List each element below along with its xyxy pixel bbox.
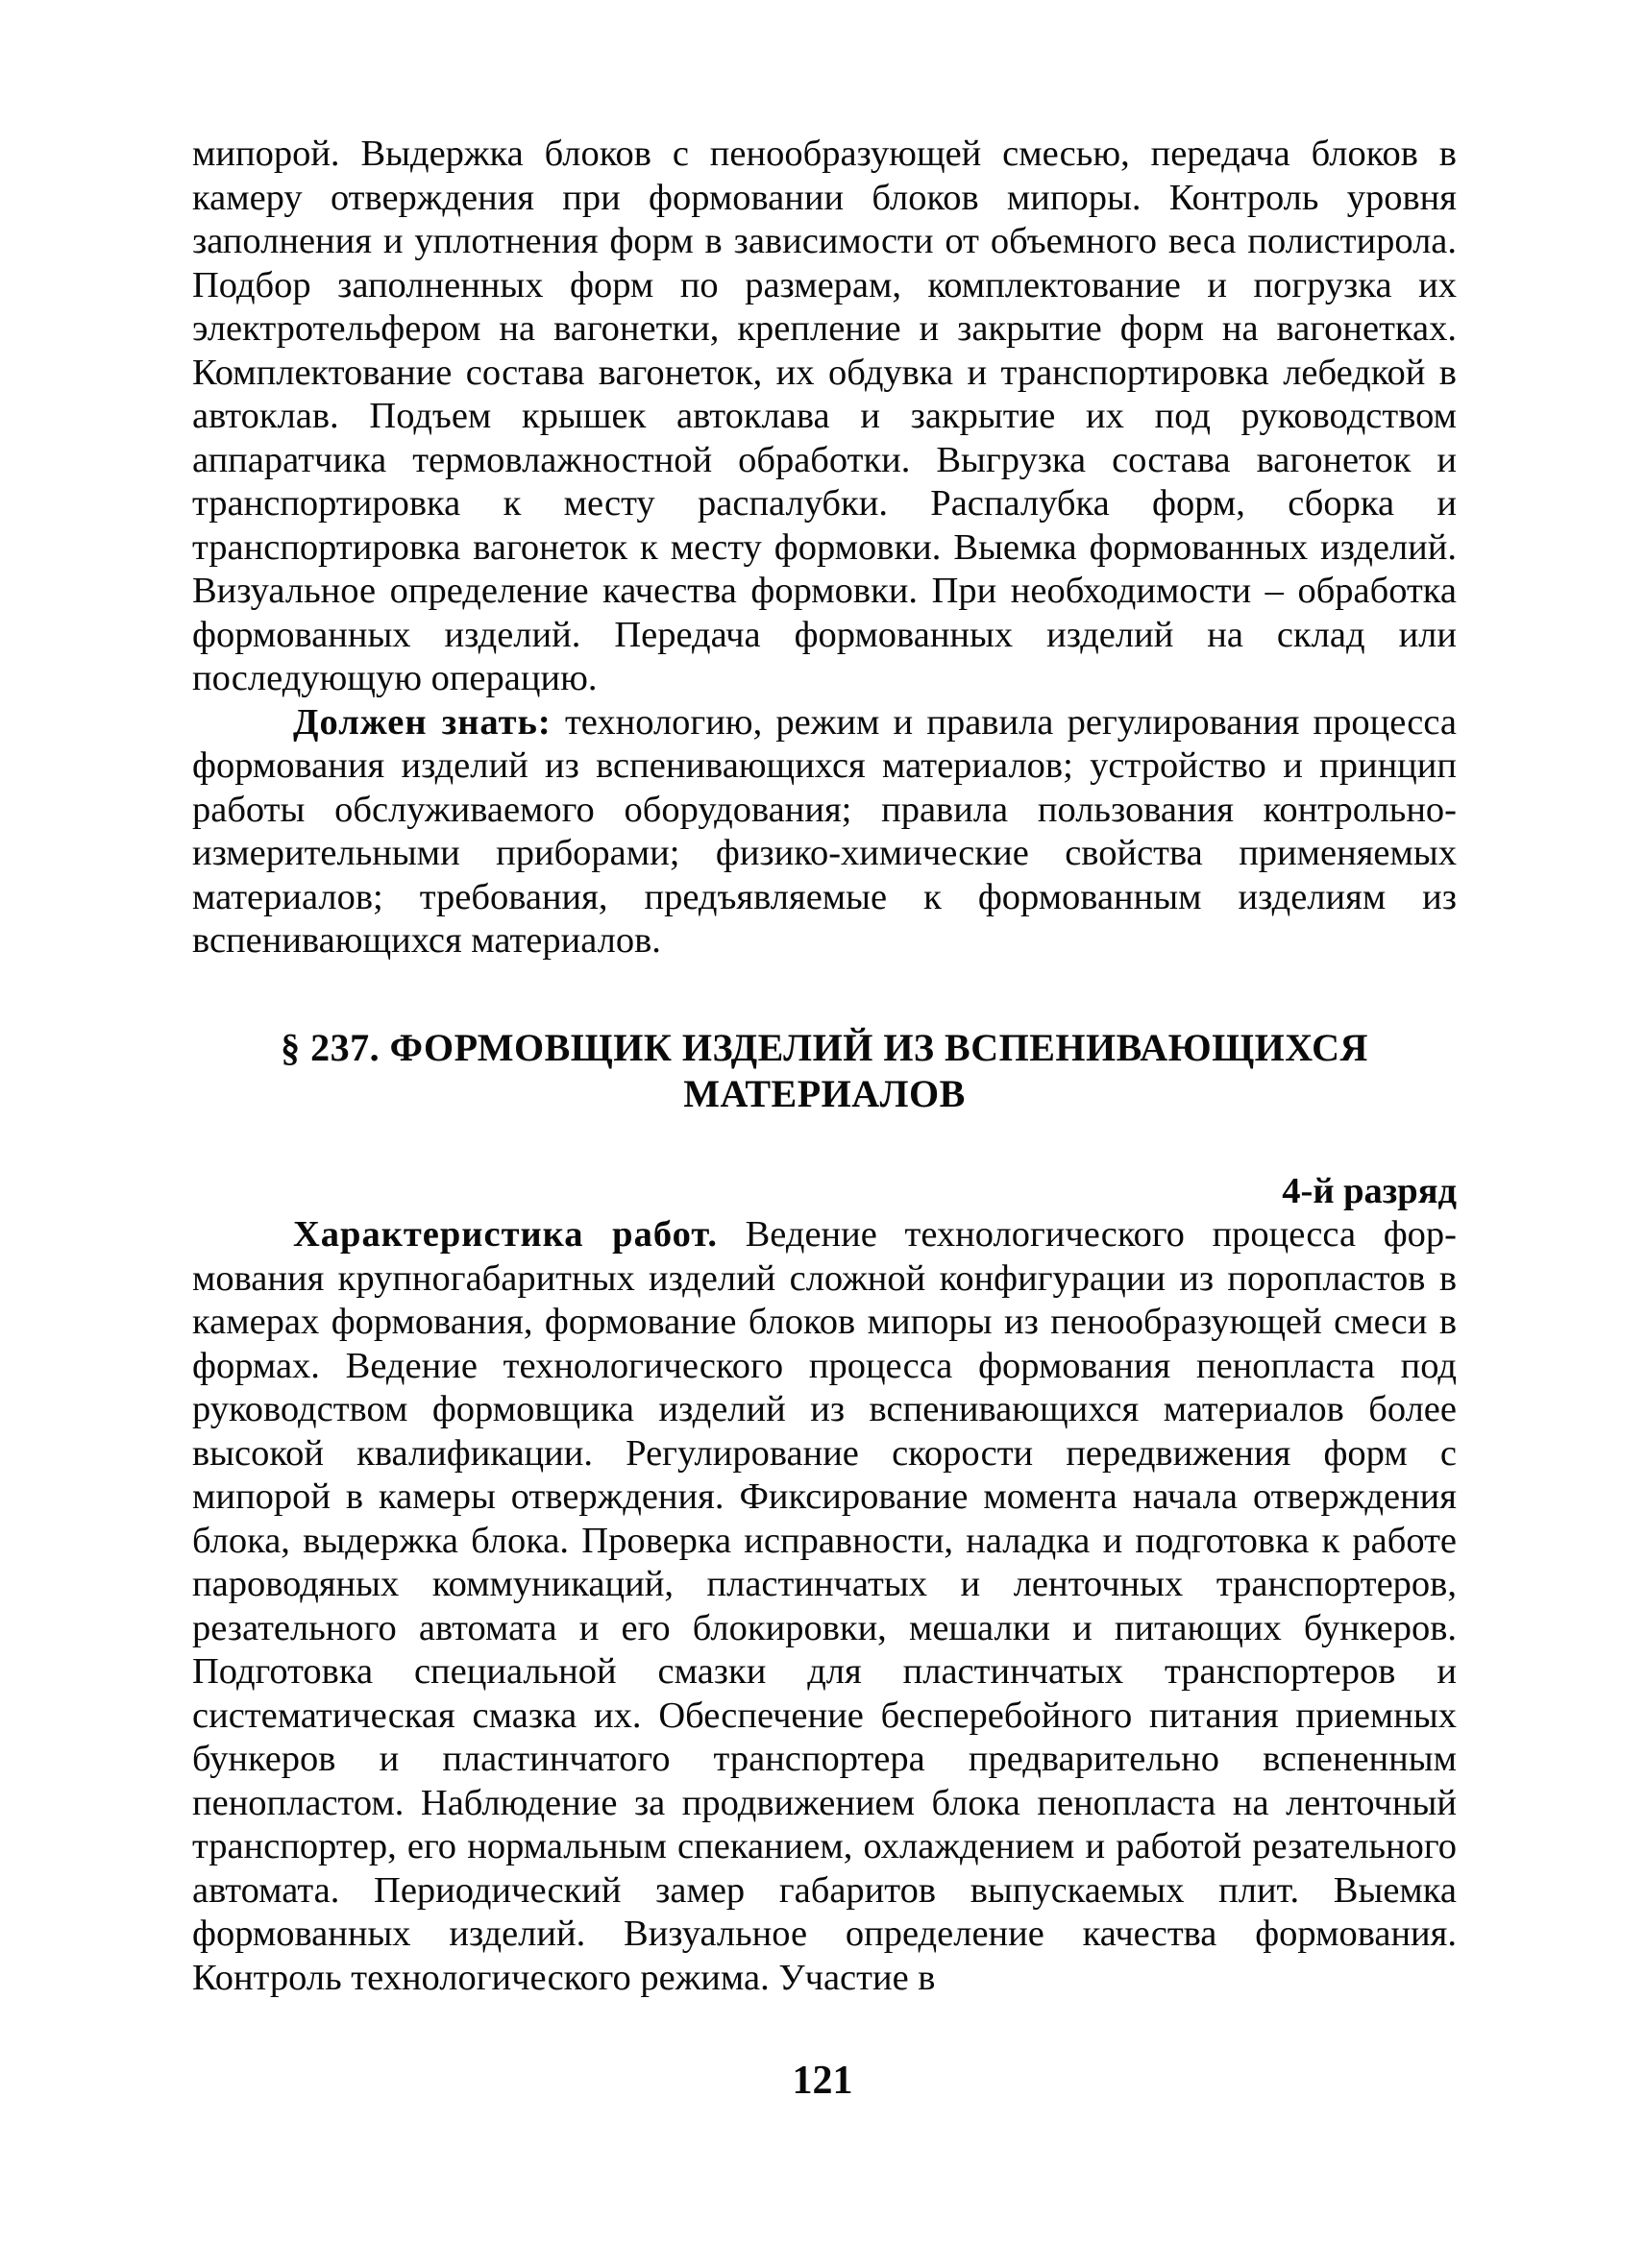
paragraph-continuation: мипорой. Выдержка блоков с пенообразующей смесью, передача блоков в камеру отверждения при формовании блоков мипоры. Контроль уровня заполнения и уплотнения форм в зависимости от объемного веса полистирола. Подбор заполненных форм по размерам, комплектование и погрузка их электротельфером на вагонетки, крепление и закрытие форм на вагонетках. Комплектование состава вагонеток, их обдувка и транспортировка лебедкой в автоклав. Подъем крышек автоклава и закрытие их под руководством аппаратчика термовлажностной обработки. Выгрузка состава вагонеток и транспортировка к месту распалубки. Распалубка форм, сборка и транспортировка вагонеток к месту формовки. Выемка формованных изделий. Визуальное определение качества формовки. При необходимости – обработка формованных изделий. Передача формованных изделий на склад или последующую операцию. xyxy=(192,134,1457,698)
page-number: 121 xyxy=(792,2059,853,2103)
paragraph-must-know xyxy=(192,701,1457,963)
work-characteristics-text: Ведение технологического процесса формования крупногабаритных изделий сложной конфигурации из поропластов в камерах формования, формование блоков мипоры из пенообразующей смеси в формах. Ведение технологического процесса формования пенопласта под руководством формовщика изделий из вспенивающихся материалов более высокой квалификации. Регулирование скорости передвижения форм с мипорой в камеры отверждения. Фиксирование момента начала отверждения блока, выдержка блока. Проверка исправности, наладка и подготовка к работе пароводяных коммуникаций, пластинчатых и ленточных транспортеров, резательного автомата и его блокировки, мешалки и питающих бункеров. Подготовка специальной смазки для пластинчатых транспортеров и систематическая смазка их. Обеспечение бесперебойного питания приемных бункеров и пластинчатого транспортера предварительно вспененным пенопластом. Наблюдение за продвижением блока пенопласта на ленточный транспортер, его нормальным спеканием, охлаждением и работой резательного автомата. Периодический замер габаритов выпускаемых плит. Выемка формованных изделий. Визуальное определение качества формования. Контроль технологического режима. Участие в xyxy=(192,1214,1457,1998)
must-know-label: Должен знать: xyxy=(293,701,552,743)
section-heading xyxy=(192,1025,1457,1117)
grade-label: 4-й разряд xyxy=(1282,1170,1457,1211)
paragraph-work-characteristics xyxy=(192,1213,1457,2000)
section-heading-line-2: МАТЕРИАЛОВ xyxy=(683,1071,966,1115)
work-characteristics-label: Характеристика работ. xyxy=(293,1214,718,1255)
document-page xyxy=(192,133,1457,2000)
section-heading-line-1: § 237. ФОРМОВЩИК ИЗДЕЛИЙ ИЗ ВСПЕНИВАЮЩИХСЯ xyxy=(281,1025,1368,1069)
must-know-text: технологию, режим и правила регулирования процесса формования изделий из вспенивающихся материалов; устройство и принцип работы обслуживаемого оборудования; правила пользования контрольно-измерительными приборами; физико-химические свойства применяемых материалов; требования, предъявляемые к формованным изделиям из вспенивающихся материалов. xyxy=(192,701,1457,961)
